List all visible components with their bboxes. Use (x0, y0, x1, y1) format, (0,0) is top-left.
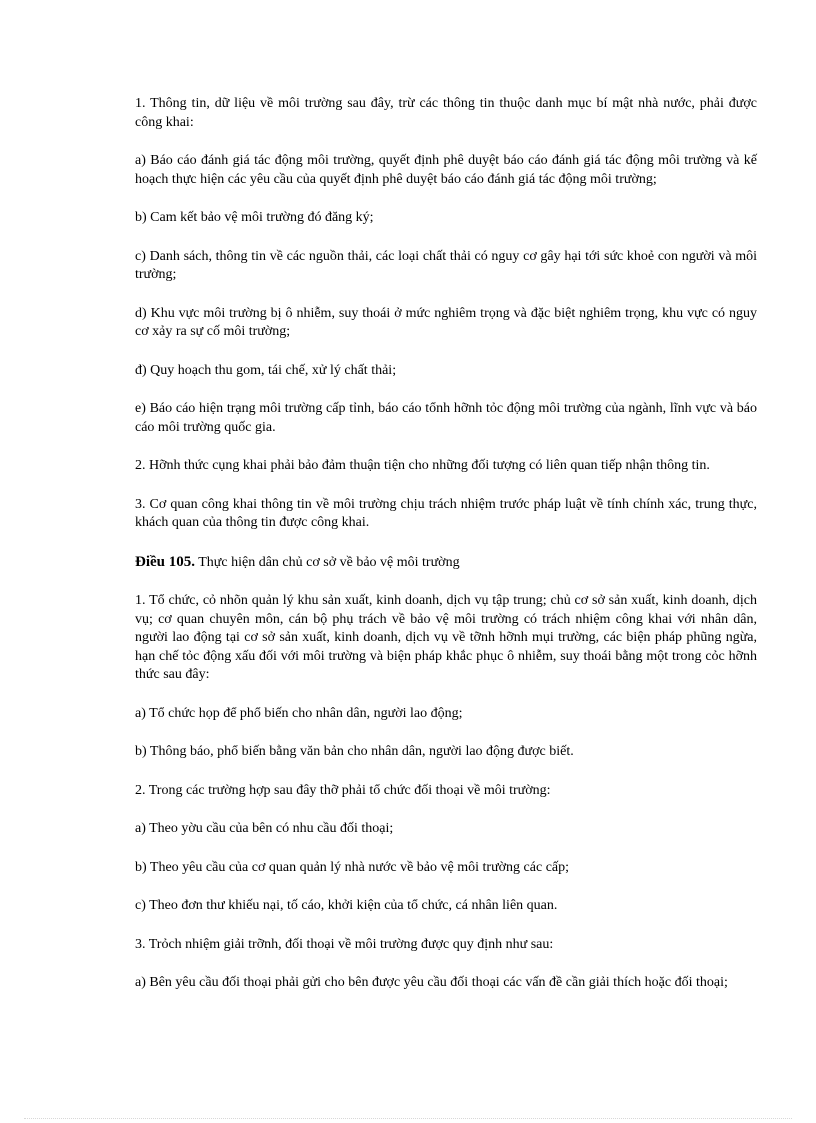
paragraph-item-c: c) Danh sách, thông tin về các nguồn thải, các loại chất thải có nguy cơ gây hại tới sức khoẻ con người và môi trường; (135, 248, 757, 282)
article-105-item-2b: b) Theo yêu cầu của cơ quan quản lý nhà nước về bảo vệ môi trường các cấp; (135, 859, 570, 875)
article-105-item-1a: a) Tổ chức họp để phổ biến cho nhân dân, người lao động; (135, 705, 463, 721)
paragraph-item-e: e) Báo cáo hiện trạng môi trường cấp tỉnh, báo cáo tổnh hỡnh tỏc động môi trường của ngành, lĩnh vực và báo cáo môi trường quốc gia. (135, 401, 757, 435)
article-number: Điều 105. (135, 553, 195, 570)
article-105-item-1: 1. Tổ chức, cỏ nhõn quản lý khu sản xuất, kinh doanh, dịch vụ tập trung; chủ cơ sở sản xuất, kinh doanh, dịch vụ; cơ quan chuyên môn, cán bộ phụ trách về bảo vệ môi trường có trách nhiệm công khai với nhân dân, người lao động tại cơ sở sản xuất, kinh doanh, dịch vụ về tỡnh hỡnh mụi trường, các biện pháp phũng ngừa, hạn chế tỏc động xấu đối với môi trường và biện pháp khắc phục ô nhiễm, suy thoái bằng một trong cỏc hỡnh thức sau đây: (135, 593, 757, 682)
article-105-item-3a: a) Bên yêu cầu đối thoại phải gửi cho bên được yêu cầu đối thoại các vấn đề cần giải thích hoặc đối thoại; (135, 975, 728, 990)
paragraph-item-a: a) Báo cáo đánh giá tác động môi trường, quyết định phê duyệt báo cáo đánh giá tác động môi trường và kế hoạch thực hiện các yêu cầu của quyết định phê duyệt báo cáo đánh giá tác động môi trường; (135, 153, 757, 187)
article-105-item-2a: a) Theo yờu cầu của bên có nhu cầu đối thoại; (135, 821, 394, 836)
paragraph-item-2: 2. Hỡnh thức cụng khai phải bảo đảm thuận tiện cho những đối tượng có liên quan tiếp nhận thông tin. (135, 458, 710, 473)
article-105-item-2: 2. Trong các trường hợp sau đây thỡ phải tổ chức đối thoại về môi trường: (135, 782, 551, 798)
article-105-item-3: 3. Trỏch nhiệm giải trỡnh, đối thoại về môi trường được quy định như sau: (135, 936, 554, 952)
paragraph-item-b: b) Cam kết bảo vệ môi trường đó đăng ký; (135, 210, 374, 225)
article-heading (135, 553, 757, 573)
paragraph-item-dd: đ) Quy hoạch thu gom, tái chế, xử lý chất thải; (135, 362, 397, 378)
article-title: Thực hiện dân chủ cơ sở về bảo vệ môi trường (195, 554, 460, 570)
article-105-item-1b: b) Thông báo, phổ biến bằng văn bản cho nhân dân, người lao động được biết. (135, 744, 574, 759)
paragraph-item-3: 3. Cơ quan công khai thông tin về môi trường chịu trách nhiệm trước pháp luật về tính chính xác, trung thực, khách quan của thông tin được công khai. (135, 496, 757, 530)
paragraph-item-d: d) Khu vực môi trường bị ô nhiễm, suy thoái ở mức nghiêm trọng và đặc biệt nghiêm trọng, khu vực có nguy cơ xảy ra sự cố môi trường; (135, 305, 757, 339)
paragraph-item-1: 1. Thông tin, dữ liệu về môi trường sau đây, trừ các thông tin thuộc danh mục bí mật nhà nước, phải được công khai: (135, 96, 757, 130)
document-page (135, 95, 757, 1013)
article-105-item-2c: c) Theo đơn thư khiếu nại, tố cáo, khởi kiện của tổ chức, cá nhân liên quan. (135, 898, 558, 913)
page-bottom-divider (24, 1118, 792, 1119)
